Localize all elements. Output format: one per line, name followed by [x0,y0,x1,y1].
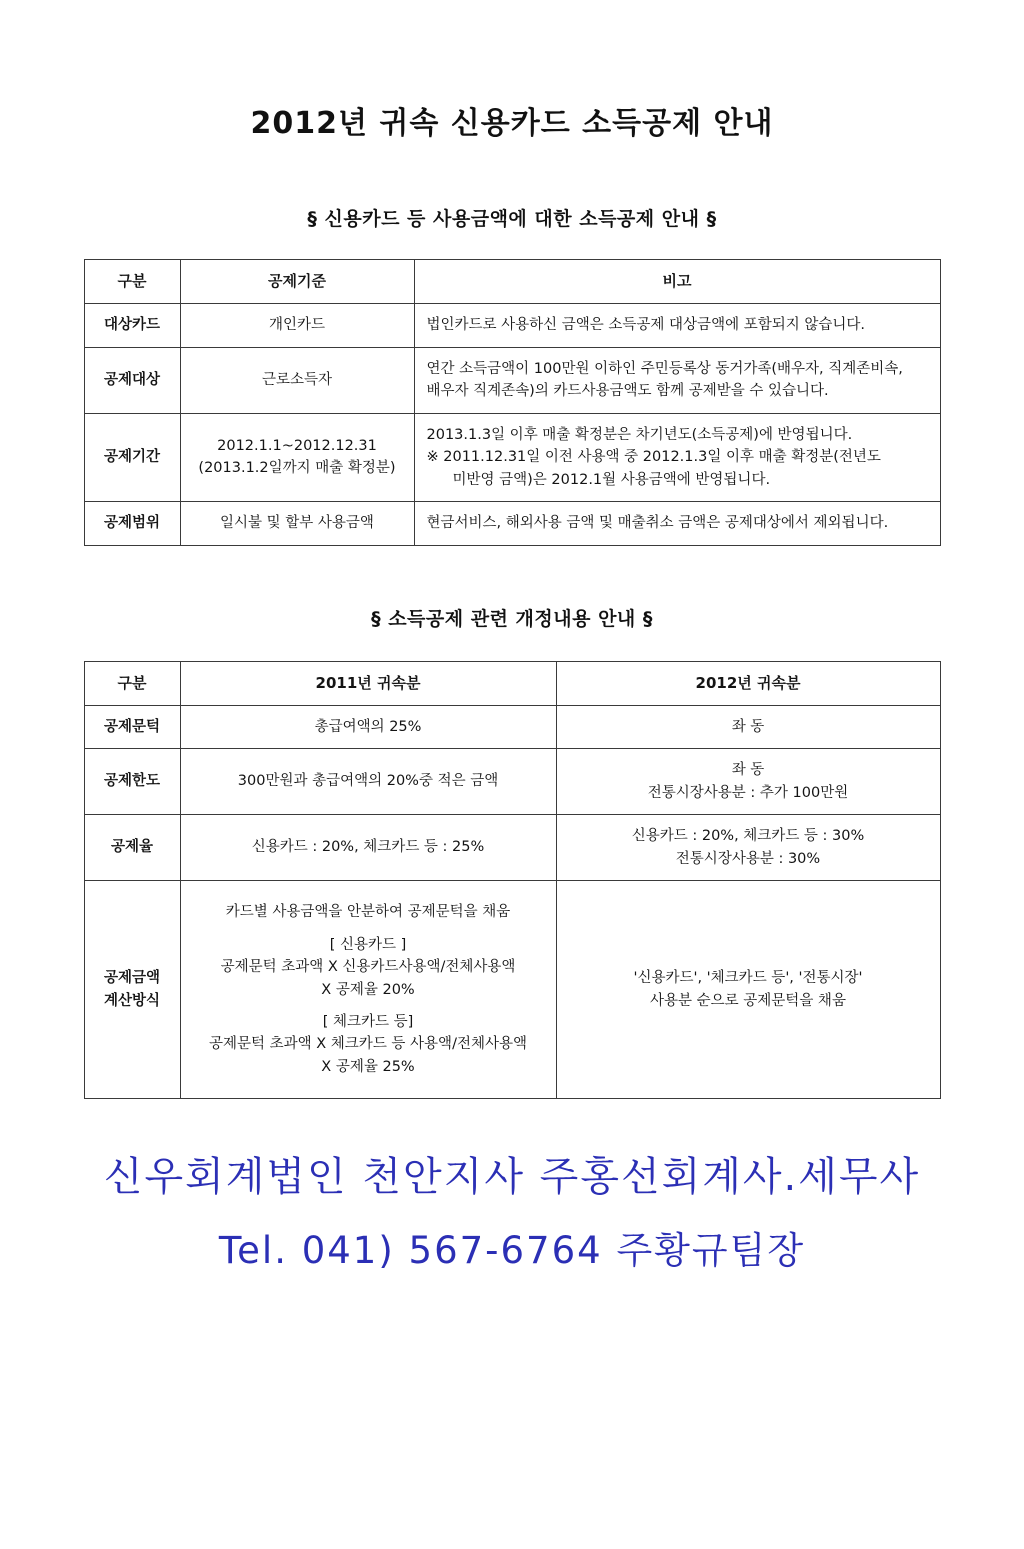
row-label: 공제한도 [84,749,180,815]
row-2012 [556,749,940,815]
row-2011 [180,705,556,748]
table-row [84,502,940,545]
note-line: 미반영 금액)은 2012.1월 사용금액에 반영됩니다. [452,471,771,488]
row-note [414,502,940,545]
row-label [84,881,180,1099]
table-row [84,881,940,1099]
footer-phone: Tel. 041) 567-6764 주황규팀장 [218,1229,806,1273]
section1-heading: § 신용카드 등 사용금액에 대한 소득공제 안내 § [307,208,717,230]
row-note [414,347,940,413]
row-note [414,304,940,347]
value-line: 좌 동 [731,718,765,735]
table-row [84,705,940,748]
table-row [84,413,940,501]
row-label: 공제율 [84,815,180,881]
row-label: 대상카드 [84,304,180,347]
column-header-standard: 공제기준 [180,260,414,304]
value-line: [ 신용카드 ] [329,936,407,953]
row-note [414,413,940,501]
value-line: 공제문턱 초과액 X 체크카드 등 사용액/전체사용액 [208,1036,527,1053]
row-label: 공제범위 [84,502,180,545]
table-row [84,815,940,881]
row-2011 [180,881,556,1099]
value-line: 사용분 순으로 공제문턱을 채움 [650,992,846,1009]
value-line: X 공제율 20% [321,981,415,998]
column-header-note: 비고 [414,260,940,304]
note-line: 현금서비스, 해외사용 금액 및 매출취소 금액은 공제대상에서 제외됩니다. [426,515,889,532]
value-line: 좌 동 [731,762,765,779]
value-line: 전통시장사용분 : 30% [675,850,821,867]
value-line: '신용카드', '체크카드 등', '전통시장' [633,970,863,987]
value-line: 카드별 사용금액을 안분하여 공제문턱을 채움 [225,904,511,921]
column-header-division: 구분 [84,260,180,304]
row-2012 [556,815,940,881]
footer-company: 신우회계법인 천안지사 주홍선회계사.세무사 [103,1154,921,1201]
document-page [0,98,1024,1549]
column-header-2011: 2011년 귀속분 [180,661,556,705]
spacer [193,924,544,934]
row-label: 공제문턱 [84,705,180,748]
row-2011 [180,815,556,881]
column-header-2012: 2012년 귀속분 [556,661,940,705]
value-line: 전통시장사용분 : 추가 100만원 [647,784,849,801]
value-line: X 공제율 25% [321,1058,415,1075]
row-2012 [556,881,940,1099]
label-line: 공제금액 [103,970,161,987]
table-header-row [84,661,940,705]
row-standard: 개인카드 [180,304,414,347]
note-line: ※ 2011.12.31일 이전 사용액 중 2012.1.3일 이후 매출 확정분(전년도 [426,449,881,466]
value-line: 신용카드 : 20%, 체크카드 등 : 25% [251,839,485,856]
row-label: 공제대상 [84,347,180,413]
row-standard: 일시불 및 할부 사용금액 [180,502,414,545]
table-header-row [84,260,940,304]
column-header-division: 구분 [84,661,180,705]
revision-comparison-table [84,661,941,1100]
footer-contact [72,1145,952,1274]
note-line: 법인카드로 사용하신 금액은 소득공제 대상금액에 포함되지 않습니다. [426,317,865,334]
page-title: 2012년 귀속 신용카드 소득공제 안내 [250,106,774,141]
value-line: 공제문턱 초과액 X 신용카드사용액/전체사용액 [220,959,516,976]
table-row [84,347,940,413]
label-line: 계산방식 [103,992,161,1009]
table-row [84,749,940,815]
row-standard [180,413,414,501]
row-2012 [556,705,940,748]
value-line: 신용카드 : 20%, 체크카드 등 : 30% [631,828,865,845]
credit-card-deduction-table [84,259,941,546]
note-line: 연간 소득금액이 100만원 이하인 주민등록상 동거가족(배우자, 직계존비속, [426,360,903,377]
value-line: 300만원과 총급여액의 20%중 적은 금액 [237,773,499,790]
note-line: 배우자 직계존속)의 카드사용금액도 함께 공제받을 수 있습니다. [426,383,829,400]
note-line: 2013.1.3일 이후 매출 확정분은 차기년도(소득공제)에 반영됩니다. [426,426,853,443]
value-line: [ 체크카드 등] [322,1014,414,1030]
spacer [193,1001,544,1011]
standard-line: 2012.1.1~2012.12.31 [217,437,377,454]
row-label: 공제기간 [84,413,180,501]
value-line: 총급여액의 25% [314,718,422,735]
row-2011 [180,749,556,815]
section2-heading: § 소득공제 관련 개정내용 안내 § [371,607,653,630]
standard-line: (2013.1.2일까지 매출 확정분) [198,460,396,477]
table-row [84,304,940,347]
row-standard: 근로소득자 [180,347,414,413]
